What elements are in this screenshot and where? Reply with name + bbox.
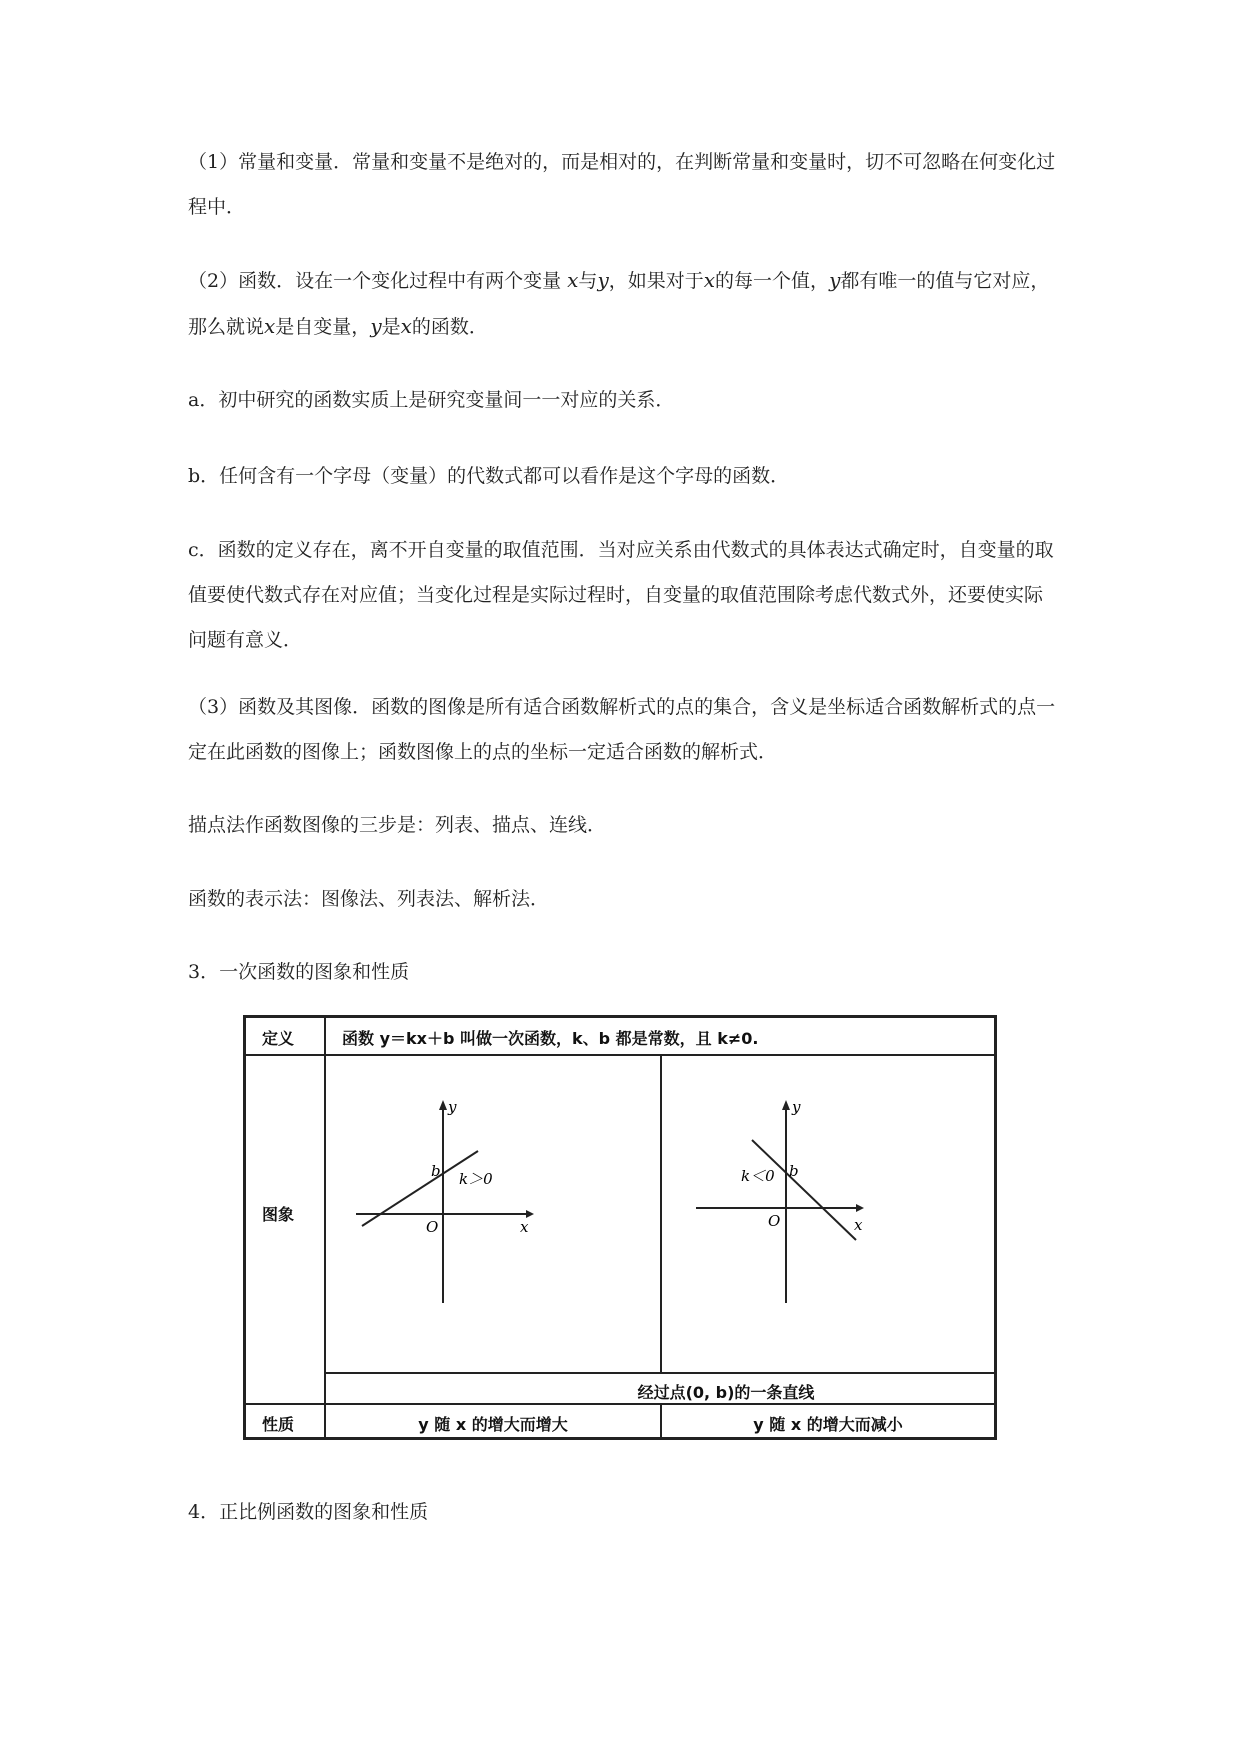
origin-label: O bbox=[768, 1212, 781, 1230]
table-label-property: 性质 bbox=[262, 1415, 295, 1434]
origin-label: O bbox=[426, 1218, 439, 1236]
paragraph-constants-variables bbox=[188, 140, 1058, 230]
graph-increasing-line bbox=[356, 1098, 556, 1308]
paragraph-text: 与 bbox=[578, 270, 598, 292]
table-divider bbox=[246, 1403, 994, 1405]
math-variable-x: x bbox=[703, 268, 716, 292]
paragraph-note-b: b．任何含有一个字母（变量）的代数式都可以看作是这个字母的函数． bbox=[188, 465, 790, 487]
linear-function-table bbox=[243, 1015, 997, 1440]
table-property-increasing: y 随 x 的增大而增大 bbox=[418, 1415, 568, 1434]
math-variable-y: y bbox=[597, 268, 609, 292]
paragraph-note-a: a．初中研究的函数实质上是研究变量间一一对应的关系． bbox=[188, 389, 675, 411]
x-axis-label: x bbox=[520, 1218, 529, 1236]
paragraph-representations: 函数的表示法：图像法、列表法、解析法． bbox=[188, 888, 550, 910]
y-axis-arrow bbox=[439, 1100, 447, 1110]
paragraph-text: 是自变量， bbox=[275, 316, 371, 338]
math-variable-y: y bbox=[370, 314, 382, 338]
paragraph-text: （1）常量和变量．常量和变量不是绝对的，而是相对的，在判断常量和变量时，切不可忽略在何变化过程中． bbox=[188, 151, 1056, 218]
paragraph-function-graph: （3）函数及其图像．函数的图像是所有适合函数解析式的点的集合，含义是坐标适合函数解析式的点一定在此函数的图像上；函数图像上的点的坐标一定适合函数的解析式． bbox=[188, 696, 1056, 763]
paragraph-function-definition bbox=[188, 258, 1058, 350]
table-label-graph: 图象 bbox=[262, 1205, 295, 1224]
y-axis-label: y bbox=[448, 1098, 457, 1116]
x-axis-arrow bbox=[526, 1210, 534, 1218]
table-label-definition: 定义 bbox=[262, 1029, 295, 1048]
paragraph-text: ，如果对于 bbox=[608, 270, 704, 292]
intercept-label: b bbox=[431, 1162, 441, 1180]
table-definition-text: 函数 y＝kx＋b 叫做一次函数，k、b 都是常数，且 k≠0. bbox=[342, 1029, 759, 1048]
y-axis-label: y bbox=[792, 1098, 801, 1116]
graph-decreasing-line bbox=[696, 1098, 896, 1308]
table-divider bbox=[246, 1054, 994, 1056]
paragraph-note-c: c．函数的定义存在，离不开自变量的取值范围．当对应关系由代数式的具体表达式确定时，自变量的取值要使代数式存在对应值；当变化过程是实际过程时，自变量的取值范围除考虑代数式外，还要使实际问题有意义． bbox=[188, 539, 1054, 651]
slope-label: k＞0 bbox=[459, 1170, 493, 1188]
math-variable-x: x bbox=[400, 314, 412, 338]
y-axis-arrow bbox=[782, 1100, 790, 1110]
math-variable-x: x bbox=[264, 314, 276, 338]
paragraph-text: 的每一个值， bbox=[715, 270, 830, 292]
paragraph-text: （2）函数．设在一个变化过程中有两个变量 bbox=[188, 270, 562, 292]
x-axis-label: x bbox=[854, 1216, 863, 1234]
table-property-decreasing: y 随 x 的增大而减小 bbox=[753, 1415, 903, 1434]
paragraph-text: 都有唯一的值与它对应，那么就说 bbox=[188, 270, 1050, 338]
section-heading-proportional-function: 4．正比例函数的图象和性质 bbox=[188, 1501, 429, 1523]
table-graph-common: 经过点(0, b)的一条直线 bbox=[637, 1383, 815, 1402]
math-variable-y: y bbox=[829, 268, 841, 292]
table-divider bbox=[660, 1054, 662, 1372]
x-axis-arrow bbox=[856, 1204, 864, 1212]
paragraph-text: 的函数． bbox=[411, 316, 488, 338]
table-divider bbox=[324, 1018, 326, 1437]
slope-label: k＜0 bbox=[741, 1167, 775, 1185]
paragraph-text: 是 bbox=[381, 316, 401, 338]
table-divider bbox=[324, 1372, 994, 1374]
intercept-label: b bbox=[789, 1162, 799, 1180]
math-variable-x: x bbox=[567, 268, 579, 292]
section-heading-linear-function: 3．一次函数的图象和性质 bbox=[188, 961, 410, 983]
paragraph-plotting-steps: 描点法作函数图像的三步是：列表、描点、连线． bbox=[188, 814, 607, 836]
